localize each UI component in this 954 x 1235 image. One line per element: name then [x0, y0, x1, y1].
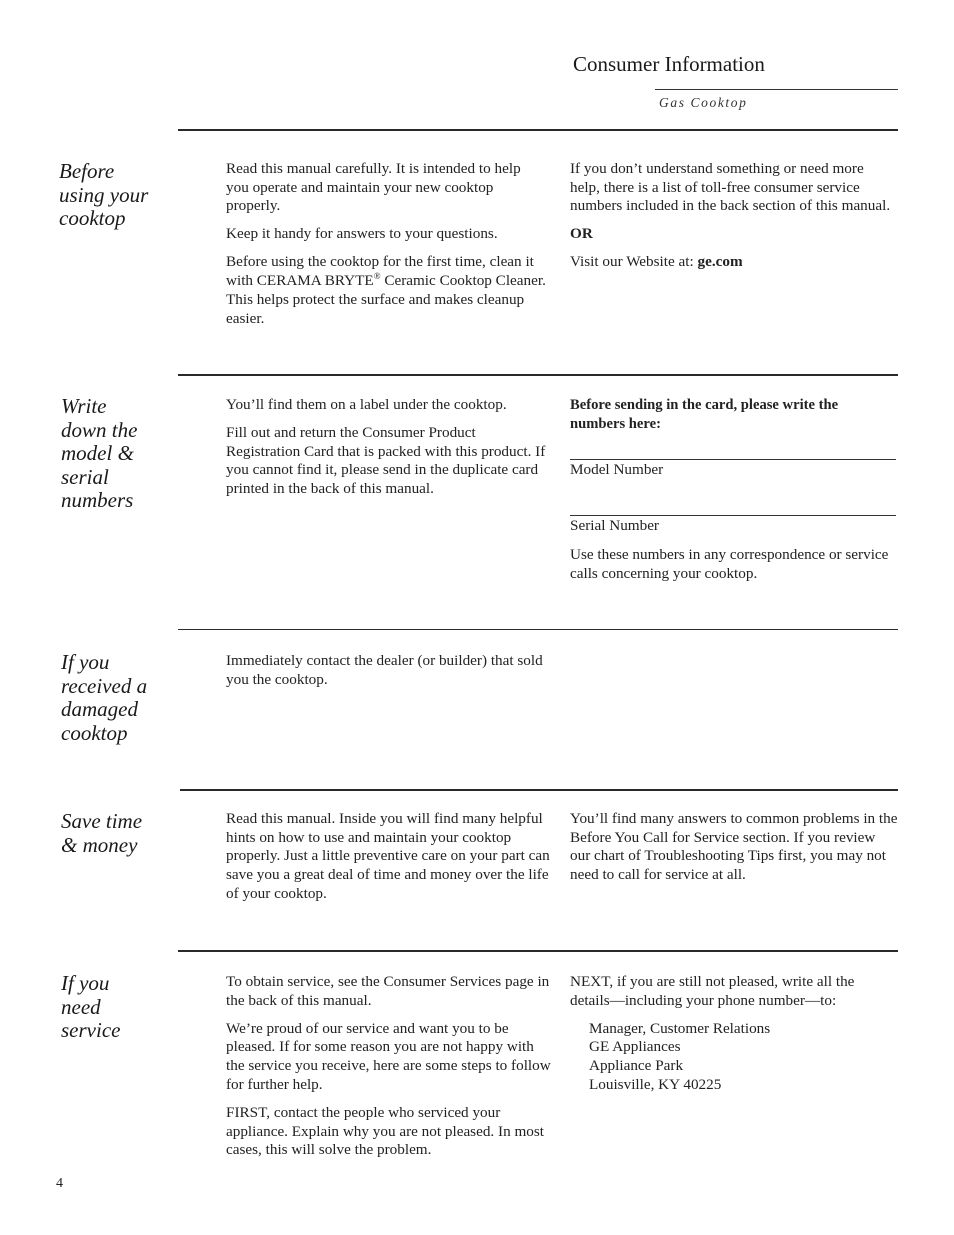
model-number-label: Model Number: [570, 461, 664, 478]
model-number-line: [570, 459, 896, 460]
serial-number-line: [570, 515, 896, 516]
section-heading-damaged: If you received a damaged cooktop: [61, 650, 148, 745]
before-right-column: If you don’t understand something or need more help, there is a list of toll-free consumer service numbers included in the back section of this manual. OR Visit our Website at: ge.com: [570, 160, 891, 271]
section-divider: [178, 629, 898, 630]
section-heading-save-time: Save time & money: [61, 809, 143, 857]
section-divider: [178, 950, 898, 952]
header-divider: [655, 89, 898, 90]
page-header-subtitle: Gas Cooktop: [659, 95, 748, 110]
mailing-address: Manager, Customer Relations GE Appliances Appliance Park Louisville, KY 40225: [589, 1019, 771, 1093]
section-divider: [180, 789, 898, 791]
model-right-note: Use these numbers in any correspondence or service calls concerning your cooktop.: [570, 546, 889, 582]
section-divider: [178, 374, 898, 376]
before-left-column: Read this manual carefully. It is intended to help you operate and maintain your new cooktop properly. Keep it handy for answers to your questions. Before using the cooktop for the first time, clean it with CERAMA BRYTE® Ceramic Cooktop Cleaner. This helps protect the surface and makes cleanup easier.: [226, 160, 546, 327]
service-right-column: NEXT, if you are still not pleased, write all the details—including your phone number—to: Manager, Customer Relations GE Appliances Appliance Park Louisville, KY 40225: [570, 973, 895, 1095]
save-left-column: Read this manual. Inside you will find many helpful hints on how to use and maintain your cooktop properly. Just a little preventive care on your part can save you a great deal of time and money over the life of your cooktop.: [226, 810, 550, 902]
save-right-column: You’ll find many answers to common problems in the Before You Call for Service section. If you review our chart of Troubleshooting Tips first, you may not need to call for service at all.: [570, 810, 898, 884]
damaged-left-column: Immediately contact the dealer (or builder) that sold you the cooktop.: [226, 652, 543, 688]
serial-number-label: Serial Number: [570, 517, 659, 534]
section-heading-service: If you need service: [61, 971, 121, 1042]
section-heading-model-serial: Write down the model & serial numbers: [61, 394, 138, 512]
service-left-column: To obtain service, see the Consumer Services page in the back of this manual. We’re proud of our service and want you to be pleased. If for some reason you are not happy with the service you receive, here are some steps to follow for further help. FIRST, contact the people who serviced your appliance. Explain why you are not pleased. In most cases, this will solve the problem.: [226, 973, 551, 1159]
model-left-column: You’ll find them on a label under the cooktop. Fill out and return the Consumer Product Registration Card that is packed with this product. If you cannot find it, please send in the duplicate card printed in the back of this manual.: [226, 396, 546, 498]
section-heading-before-using: Before using your cooktop: [59, 159, 149, 230]
page-number: 4: [56, 1176, 63, 1191]
page-header-title: Consumer Information: [573, 52, 765, 76]
website-link[interactable]: ge.com: [697, 253, 743, 271]
section-divider: [178, 129, 898, 131]
model-right-intro: Before sending in the card, please write the numbers here:: [570, 397, 839, 432]
